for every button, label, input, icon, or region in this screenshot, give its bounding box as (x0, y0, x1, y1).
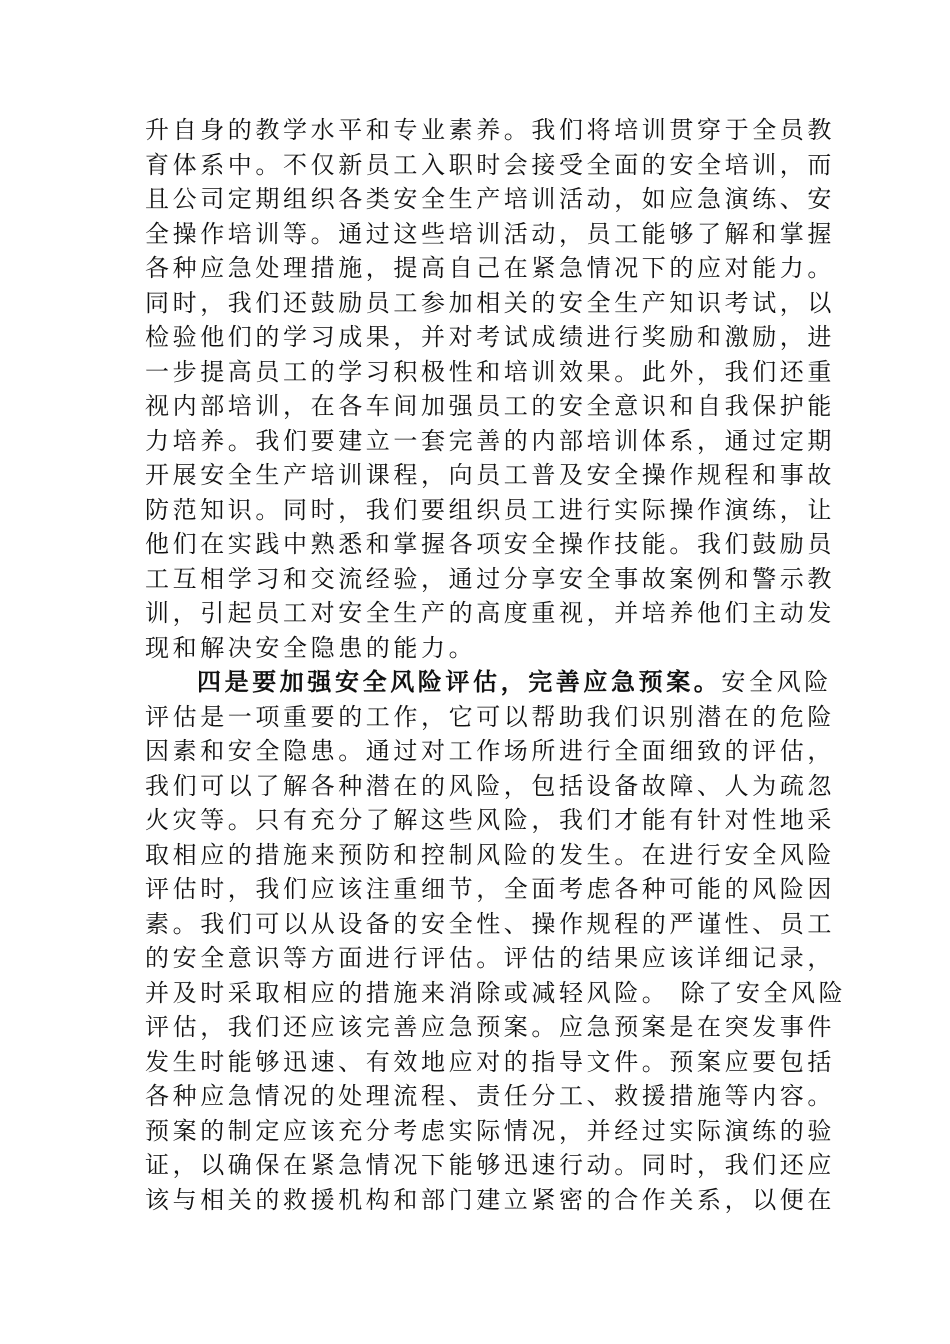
document-page (145, 113, 847, 1217)
text-line: 取相应的措施来预防和控制风险的发生。在进行安全风险 (145, 840, 835, 869)
text-line: 力培养。我们要建立一套完善的内部培训体系，通过定期 (145, 426, 835, 455)
paragraph-first-line (145, 665, 832, 700)
text-line: 检验他们的学习成果，并对考试成绩进行奖励和激励，进 (145, 323, 835, 351)
text-line: 他们在实践中熟悉和掌握各项安全操作技能。我们鼓励员 (145, 530, 835, 558)
text-line: 我们可以了解各种潜在的风险，包括设备故障、人为疏忽 (145, 771, 835, 800)
text-line: 因素和安全隐患。通过对工作场所进行全面细致的评估， (145, 737, 835, 765)
text-line: 评估时，我们应该注重细节，全面考虑各种可能的风险因 (145, 875, 835, 903)
text-line: 火灾等。只有充分了解这些风险，我们才能有针对性地采 (145, 806, 835, 834)
text-line: 训，引起员工对安全生产的高度重视，并培养他们主动发 (145, 599, 835, 627)
text-line: 各种应急处理措施，提高自己在紧急情况下的应对能力。 (145, 254, 835, 282)
section-heading: 四是要加强安全风险评估，完善应急预案。 (197, 667, 722, 696)
text-line: 该与相关的救援机构和部门建立紧密的合作关系，以便在 (145, 1185, 835, 1214)
text-line: 评估，我们还应该完善应急预案。应急预案是在突发事件 (145, 1013, 835, 1041)
text-line: 升自身的教学水平和专业素养。我们将培训贯穿于全员教 (145, 116, 835, 144)
text-line: 同时，我们还鼓励员工参加相关的安全生产知识考试，以 (145, 288, 835, 317)
text-line: 预案的制定应该充分考虑实际情况，并经过实际演练的验 (145, 1116, 835, 1145)
text-line: 防范知识。同时，我们要组织员工进行实际操作演练，让 (145, 495, 835, 524)
text-line: 视内部培训，在各车间加强员工的安全意识和自我保护能 (145, 392, 835, 420)
text-run: 安全风险 (721, 668, 832, 696)
text-line: 证，以确保在紧急情况下能够迅速行动。同时，我们还应 (145, 1151, 835, 1179)
text-line: 并及时采取相应的措施来消除或减轻风险。 除了安全风险 (145, 978, 847, 1007)
text-line: 全操作培训等。通过这些培训活动，员工能够了解和掌握 (145, 219, 835, 248)
text-line: 且公司定期组织各类安全生产培训活动，如应急演练、安 (145, 185, 835, 213)
text-line: 各种应急情况的处理流程、责任分工、救援措施等内容。 (145, 1082, 835, 1110)
text-line: 评估是一项重要的工作，它可以帮助我们识别潜在的危险 (145, 702, 835, 731)
text-line: 一步提高员工的学习积极性和培训效果。此外，我们还重 (145, 357, 835, 386)
paragraph-training (145, 113, 835, 665)
paragraph-risk-assessment (145, 665, 847, 1217)
text-line: 现和解决安全隐患的能力。 (145, 633, 477, 662)
text-line: 的安全意识等方面进行评估。评估的结果应该详细记录， (145, 944, 835, 972)
text-line: 素。我们可以从设备的安全性、操作规程的严谨性、员工 (145, 909, 835, 938)
text-line: 发生时能够迅速、有效地应对的指导文件。预案应要包括 (145, 1047, 835, 1076)
text-line: 工互相学习和交流经验，通过分享安全事故案例和警示教 (145, 564, 835, 593)
text-line: 育体系中。不仅新员工入职时会接受全面的安全培训，而 (145, 150, 835, 179)
text-line: 开展安全生产培训课程，向员工普及安全操作规程和事故 (145, 461, 835, 489)
